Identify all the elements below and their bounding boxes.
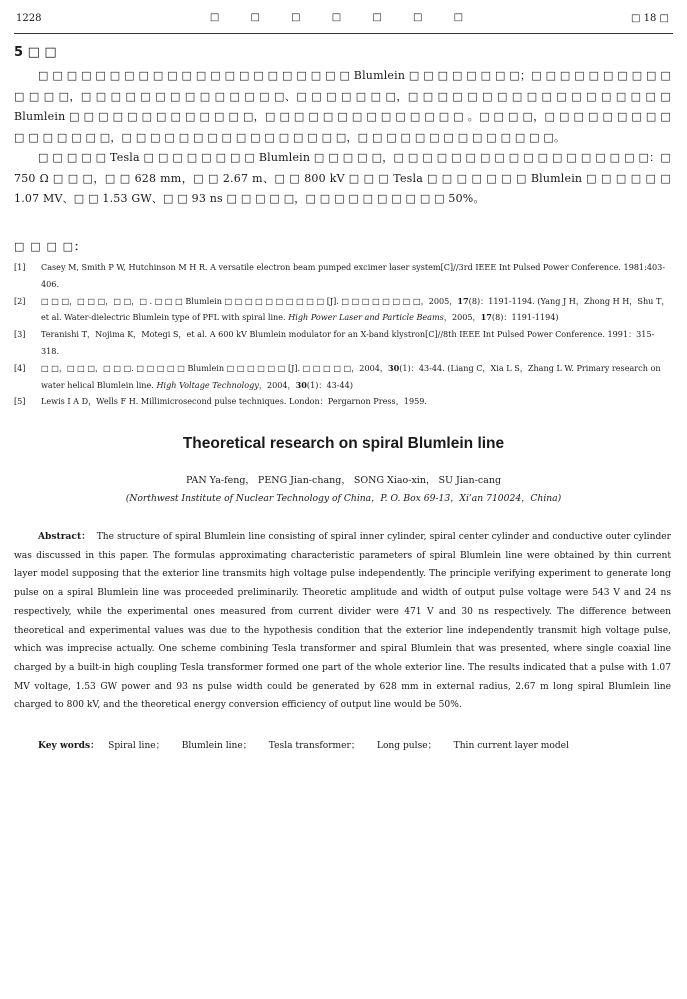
abstract-label: Abstract：: [38, 531, 91, 542]
reference-text-post: ，2005，: [443, 312, 481, 323]
reference-text-middle: (1)：43-44. (Liang C，Xia L S，Zhang L W. Primary research on water helical Blumlein line.: [41, 362, 661, 390]
reference-number: [5]: [14, 396, 26, 407]
reference-text-post: ，2004，: [258, 379, 296, 390]
references-heading: □ □ □ □：: [14, 240, 87, 253]
keyword-item: Long pulse；: [376, 741, 437, 751]
reference-list: [14, 259, 671, 410]
english-affiliation: (Northwest Institute of Nuclear Technology of China，P. O. Box 69-13，Xi’an 710024，China): [125, 493, 562, 504]
volume-number: □ 18 □: [631, 13, 669, 24]
reference-volume: 17: [457, 295, 469, 306]
keywords: [38, 738, 583, 751]
page-number: 1228: [16, 13, 42, 24]
reference-volume: 30: [388, 362, 400, 373]
reference-number: [4]: [14, 362, 26, 373]
keyword-item: Tesla transformer；: [268, 741, 360, 751]
reference-item: [14, 293, 671, 327]
reference-text: Teranishi T，Nojima K，Motegi S，et al. A 600 kV Blumlein modulator for an X-band klystron[C]//8th IEEE Int Pulsed Power Conference. 1991：315-318.: [41, 329, 655, 356]
reference-item: [14, 360, 671, 394]
reference-volume-2: 17: [480, 312, 492, 323]
reference-number: [3]: [14, 329, 26, 340]
reference-number: [1]: [14, 262, 26, 272]
reference-item: [14, 259, 671, 293]
reference-text-end: (8)：1191-1194): [491, 312, 559, 323]
reference-journal: High Power Laser and Particle Beams: [288, 312, 444, 323]
journal-name: □ □ □ □ □ □ □: [209, 12, 478, 23]
reference-text-start: □ □ □，□ □ □，□ □，□ . □ □ □ Blumlein □ □ □ □ □ □ □ □ □ □ [J]. □ □ □ □ □ □ □ □，2005，: [41, 295, 458, 306]
keyword-item: Spiral line；: [108, 741, 165, 751]
conclusion-paragraph-1: □ □ □ □ □ □ □ □ □ □ □ □ □ □ □ □ □ □ □ □ □ □ Blumlein □ □ □ □ □ □ □ □；□ □ □ □ □ □ □ □ □ □ □ □ □ □，□ □ □ □ □ □ □ □ □ □ □ □ □ □、□ □ □ □ □ □ □，□ □ □ □ □ □ □ □ □ □ □ □ □ □ □ □ □ □ Blumlein □ □ □ □ □ □ □ □ □ □ □ □ □，□ □ □ □ □ □ □ □ □ □ □ □ □ □ 。□ □ □ □，□ □ □ □ □ □ □ □ □ □ □ □ □ □ □ □，□ □ □ □ □ □ □ □ □ □ □ □ □ □ □ □，□ □ □ □ □ □ □ □ □ □ □ □ □ □。: [14, 69, 671, 144]
keywords-label: Key words：: [38, 740, 100, 751]
reference-text-end: (1)：43-44): [306, 379, 353, 390]
running-header: [14, 10, 673, 30]
reference-text: Casey M, Smith P W, Hutchinson M H R. A versatile electron beam pumped excimer laser system[C]//3rd IEEE Int Pulsed Power Conference. 1981:403-406.: [41, 262, 666, 289]
reference-item: [14, 326, 671, 360]
header-rule: [14, 33, 673, 34]
conclusion-paragraph-2: □ □ □ □ □ Tesla □ □ □ □ □ □ □ □ Blumlein □ □ □ □ □，□ □ □ □ □ □ □ □ □ □ □ □ □ □ □ □ □ □：□ 750 Ω □ □ □，□ □ 628 mm，□ □ 2.67 m、□ □ 800 kV □ □ □ Tesla □ □ □ □ □ □ □ Blumlein □ □ □ □ □ □ 1.07 MV、□ □ 1.53 GW、□ □ 93 ns □ □ □ □ □，□ □ □ □ □ □ □ □ □ □ 50%。: [14, 151, 671, 205]
english-abstract: [14, 528, 671, 715]
section-title: 5 □ □: [14, 45, 57, 60]
reference-item: [14, 393, 671, 410]
keyword-item: Thin current layer model: [453, 741, 569, 751]
english-authors: PAN Ya-feng， PENG Jian-chang， SONG Xiao-xin， SU Jian-cang: [185, 475, 502, 486]
conclusion-text: [14, 66, 671, 210]
keyword-item: Blumlein line；: [181, 741, 252, 751]
english-title: Theoretical research on spiral Blumlein line: [182, 435, 505, 452]
abstract-text: The structure of spiral Blumlein line consisting of spiral inner cylinder, spiral center cylinder and conductive outer cylinder was discussed in this paper. The formulas approximating characteristic parameters of spiral Blumlein line were obtained by thin current layer model supposing that the exterior line transmits high voltage pulse independently. The principle verifying experiment to generate long pulse on a spiral Blumlein line was proceeded preliminarily. Theoretic amplitude and width of output pulse voltage were 543 V and 24 ns respectively, while the experimental ones measured from current divider were 471 V and 30 ns respectively. The difference between theoretical and experimental values was due to the hypothesis condition that the exterior line independently transmit high voltage pulse, which was imprecise actually. One scheme combining Tesla transformer and spiral Blumlein that was presented, where single coaxial line charged by a built-in high coupling Tesla transformer formed one part of the whole exterior line. The results indicated that a pulse with 1.07 MV voltage, 1.53 GW power and 93 ns pulse width could be generated by 628 mm in external radius, 2.67 m long spiral Blumlein line charged to 800 kV, and the theoretical energy conversion efficiency of output line would be 50%.: [14, 532, 671, 711]
reference-volume-2: 30: [295, 379, 307, 390]
reference-number: [2]: [14, 295, 26, 306]
reference-text: Lewis I A D，Wells F H. Millimicrosecond pulse techniques. London：Pergarnon Press，1959.: [41, 396, 427, 407]
reference-journal: High Voltage Technology: [156, 379, 259, 390]
reference-text-middle: (8)：1191-1194. (Yang J H，Zhong H H，Shu T，et al. Water-dielectric Blumlein type of PFL with spiral line.: [41, 295, 670, 323]
reference-text-start: □ □，□ □ □，□ □ □. □ □ □ □ □ Blumlein □ □ □ □ □ □ [J]. □ □ □ □ □，2004，: [41, 362, 388, 373]
